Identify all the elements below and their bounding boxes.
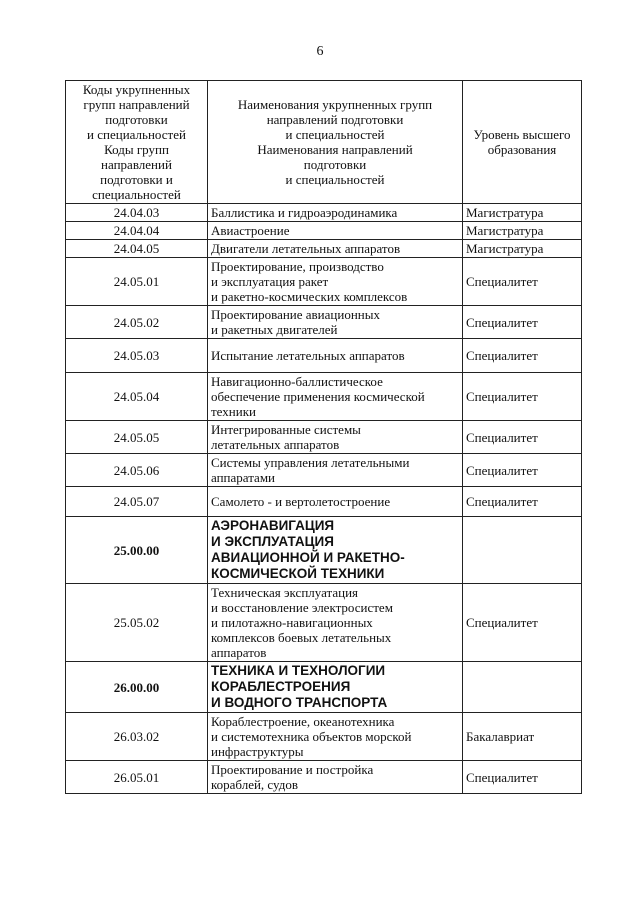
table-row [66, 487, 582, 517]
row-level: Специалитет [463, 339, 582, 373]
table-group-row [66, 517, 582, 584]
row-name: Испытание летательных аппаратов [208, 339, 463, 373]
table-row [66, 240, 582, 258]
table-group-row [66, 662, 582, 713]
row-level: Бакалавриат [463, 713, 582, 761]
row-level: Специалитет [463, 761, 582, 794]
row-name: Интегрированные системы летательных аппаратов [208, 421, 463, 454]
table-row [66, 373, 582, 421]
table-row [66, 339, 582, 373]
row-name: Кораблестроение, океанотехника и системотехника объектов морской инфраструктуры [208, 713, 463, 761]
header-names: Наименования укрупненных групп направлений подготовки и специальностей Наименования направлений подготовки и специальностей [208, 81, 463, 204]
row-code: 26.03.02 [66, 713, 208, 761]
row-name: Системы управления летательными аппаратами [208, 454, 463, 487]
row-level: Специалитет [463, 306, 582, 339]
row-code: 24.05.03 [66, 339, 208, 373]
row-level: Магистратура [463, 204, 582, 222]
row-code: 24.05.04 [66, 373, 208, 421]
group-level [463, 517, 582, 584]
table-row [66, 761, 582, 794]
row-code: 24.04.05 [66, 240, 208, 258]
row-code: 24.05.05 [66, 421, 208, 454]
row-level: Магистратура [463, 240, 582, 258]
table-row [66, 222, 582, 240]
row-name: Навигационно-баллистическое обеспечение применения космической техники [208, 373, 463, 421]
row-level: Магистратура [463, 222, 582, 240]
row-level: Специалитет [463, 454, 582, 487]
group-name: АЭРОНАВИГАЦИЯ И ЭКСПЛУАТАЦИЯ АВИАЦИОННОЙ И РАКЕТНО- КОСМИЧЕСКОЙ ТЕХНИКИ [208, 517, 463, 584]
row-level: Специалитет [463, 421, 582, 454]
table-row [66, 258, 582, 306]
row-name: Двигатели летательных аппаратов [208, 240, 463, 258]
row-code: 26.05.01 [66, 761, 208, 794]
row-name: Проектирование авиационных и ракетных двигателей [208, 306, 463, 339]
table-row [66, 454, 582, 487]
row-name: Проектирование, производство и эксплуатация ракет и ракетно-космических комплексов [208, 258, 463, 306]
row-level: Специалитет [463, 258, 582, 306]
row-code: 24.05.07 [66, 487, 208, 517]
group-name: ТЕХНИКА И ТЕХНОЛОГИИ КОРАБЛЕСТРОЕНИЯ И ВОДНОГО ТРАНСПОРТА [208, 662, 463, 713]
row-code: 24.05.01 [66, 258, 208, 306]
header-level: Уровень высшего образования [463, 81, 582, 204]
table-header-row [66, 81, 582, 204]
table-row [66, 713, 582, 761]
group-code: 26.00.00 [66, 662, 208, 713]
row-level: Специалитет [463, 373, 582, 421]
row-code: 24.05.06 [66, 454, 208, 487]
row-level: Специалитет [463, 487, 582, 517]
specialties-table [65, 80, 582, 794]
row-name: Самолето - и вертолетостроение [208, 487, 463, 517]
page-number: 6 [316, 44, 324, 59]
row-code: 24.05.02 [66, 306, 208, 339]
group-level [463, 662, 582, 713]
row-name: Баллистика и гидроаэродинамика [208, 204, 463, 222]
table-row [66, 421, 582, 454]
row-level: Специалитет [463, 584, 582, 662]
table-row [66, 584, 582, 662]
row-code: 24.04.03 [66, 204, 208, 222]
header-codes: Коды укрупненных групп направлений подготовки и специальностей Коды групп направлений подготовки и специальностей [66, 81, 208, 204]
row-name: Проектирование и постройка кораблей, судов [208, 761, 463, 794]
row-code: 24.04.04 [66, 222, 208, 240]
table-row [66, 306, 582, 339]
table-row [66, 204, 582, 222]
row-code: 25.05.02 [66, 584, 208, 662]
row-name: Авиастроение [208, 222, 463, 240]
row-name: Техническая эксплуатация и восстановление электросистем и пилотажно-навигационных комплексов боевых летательных аппаратов [208, 584, 463, 662]
group-code: 25.00.00 [66, 517, 208, 584]
